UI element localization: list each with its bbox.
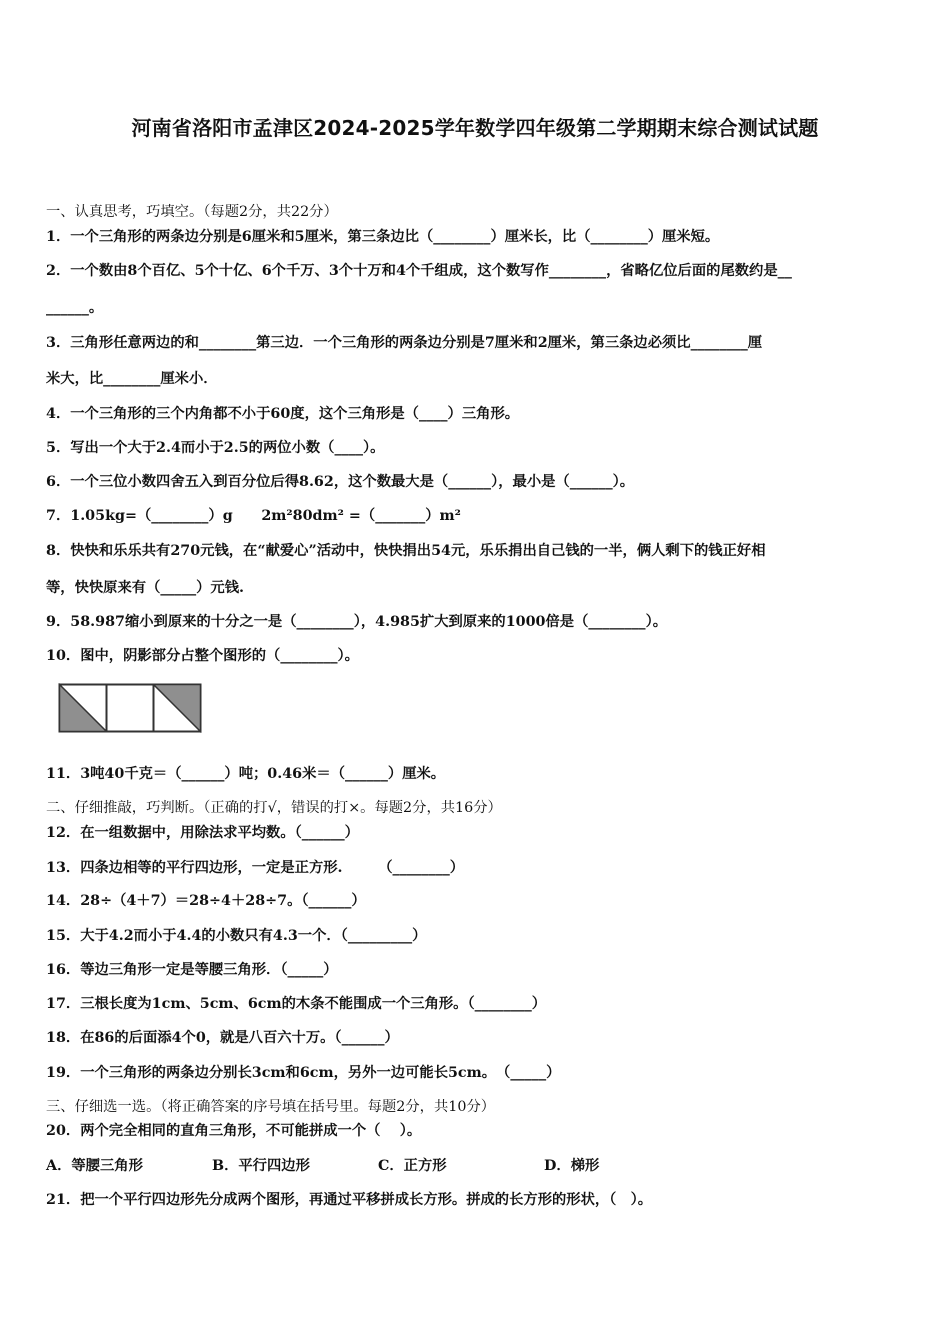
question-12: 12．在一组数据中，用除法求平均数。（______） [46,825,359,841]
question-6: 6．一个三位小数四舍五入到百分位后得8.62，这个数最大是（______），最小是（______）。 [46,474,635,490]
question-8-line-2: 等，快快原来有（_____）元钱. [46,580,244,596]
figure-square-2 [107,685,154,732]
question-3-line-1: 3．三角形任意两边的和________第三边．一个三角形的两条边分别是7厘米和2厘米，第三条边必须比________厘 [46,335,763,351]
section-2-heading: 二、仔细推敲，巧判断。（正确的打√，错误的打×。每题2分，共16分） [46,800,502,816]
section-3-heading: 三、仔细选一选。（将正确答案的序号填在括号里。每题2分，共10分） [46,1099,496,1115]
question-13: 13．四条边相等的平行四边形，一定是正方形. （________） [46,860,465,876]
question-20: 20．两个完全相同的直角三角形，不可能拼成一个（ ）。 [46,1123,422,1139]
option-d: D．梯形 [544,1158,600,1174]
question-16: 16．等边三角形一定是等腰三角形．（_____） [46,962,338,978]
option-a: A．等腰三角形 [46,1158,143,1174]
question-19: 19．一个三角形的两条边分别长3cm和6cm，另外一边可能长5cm。 （_____） [46,1065,561,1081]
question-3-line-2: 米大，比________厘米小． [46,371,218,387]
question-11: 11．3吨40千克＝（______）吨；0.46米＝（______）厘米。 [46,766,446,782]
question-10: 10．图中，阴影部分占整个图形的（________）。 [46,648,359,664]
question-8-line-1: 8．快快和乐乐共有270元钱，在“献爱心”活动中，快快捐出54元，乐乐捐出自己钱的一半，俩人剩下的钱正好相 [46,543,766,559]
question-7: 7．1.05kg=（________）g 2m²80dm² =（_______）m² [46,508,461,524]
option-c: C．正方形 [378,1158,447,1174]
question-18: 18．在86的后面添4个0，就是八百六十万。（______） [46,1030,399,1046]
question-17: 17．三根长度为1cm、5cm、6cm的木条不能围成一个三角形。（________） [46,996,547,1012]
question-14: 14．28÷（4＋7）＝28÷4＋28÷7。（______） [46,893,366,909]
question-15: 15．大于4.2而小于4.4的小数只有4.3一个．（_________） [46,928,427,944]
question-10-figure [58,683,204,733]
question-2-line-1: 2．一个数由8个百亿、5个十亿、6个千万、3个十万和4个千组成，这个数写作________，省略亿位后面的尾数约是__ [46,263,792,279]
question-1: 1．一个三角形的两条边分别是6厘米和5厘米，第三条边比（________）厘米长，比（________）厘米短。 [46,229,720,245]
page-title: 河南省洛阳市孟津区2024-2025学年数学四年级第二学期期末综合测试试题 [131,116,819,140]
question-9: 9．58.987缩小到原来的十分之一是（________），4.985扩大到原来的1000倍是（________）。 [46,614,668,630]
question-2-line-2: ______。 [46,300,104,316]
question-5: 5．写出一个大于2.4而小于2.5的两位小数（____）。 [46,440,385,456]
option-b: B．平行四边形 [212,1158,310,1174]
section-1-heading: 一、认真思考，巧填空。（每题2分，共22分） [46,204,338,220]
question-20-options [46,1156,906,1176]
question-4: 4．一个三角形的三个内角都不小于60度，这个三角形是（____）三角形。 [46,406,520,422]
question-21: 21．把一个平行四边形先分成两个图形，再通过平移拼成长方形。拼成的长方形的形状，（ ）。 [46,1192,653,1208]
